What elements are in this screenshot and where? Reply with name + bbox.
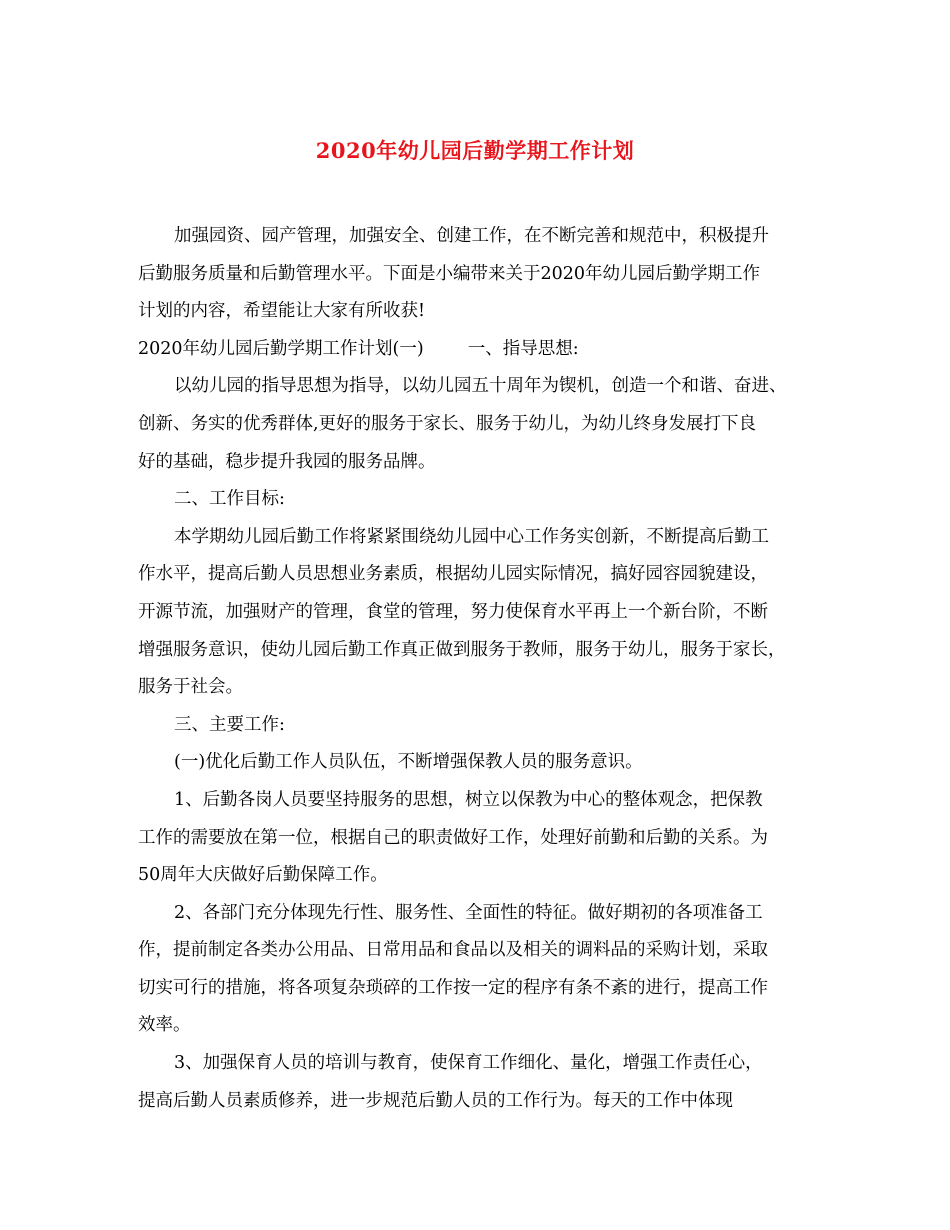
paragraph-line: 3、加强保育人员的培训与教育，使保育工作细化、量化，增强工作责任心， [174,1053,763,1074]
paragraph-line: 开源节流，加强财产的管理，食堂的管理，努力使保育水平再上一个新台阶，不断 [138,601,768,622]
section-heading: 一、指导思想: [467,338,579,359]
paragraph-line: 作水平，提高后勤人员思想业务素质，根据幼儿园实际情况，搞好园容园貌建设， [138,564,768,585]
plan-subtitle: 2020年幼儿园后勤学期工作计划(一) [138,338,424,359]
section-heading-line [138,331,828,369]
paragraph-line: 提高后勤人员素质修养，进一步规范后勤人员的工作行为。每天的工作中体现 [138,1090,733,1111]
paragraph-line: 好的基础，稳步提升我园的服务品牌。 [138,451,436,472]
paragraph-line: 作，提前制定各类办公用品、日常用品和食品以及相关的调料品的采购计划，采取 [138,940,768,961]
paragraph-line: 2、各部门充分体现先行性、服务性、全面性的特征。做好期初的各项准备工 [174,902,763,923]
document-title: 2020年幼儿园后勤学期工作计划 [315,138,635,163]
paragraph-line: 以幼儿园的指导思想为指导，以幼儿园五十周年为锲机，创造一个和谐、奋进、 [174,376,787,397]
paragraph-line: 1、后勤各岗人员要坚持服务的思想，树立以保教为中心的整体观念，把保教 [174,789,763,810]
sub-heading: (一)优化后勤工作人员队伍，不断增强保教人员的服务意识。 [174,752,643,773]
document-body [138,218,828,1120]
paragraph-line: 切实可行的措施，将各项复杂琐碎的工作按一定的程序有条不紊的进行，提高工作 [138,977,768,998]
paragraph-line: 创新、务实的优秀群体,更好的服务于家长、服务于幼儿，为幼儿终身发展打下良 [138,413,757,434]
paragraph-line: 本学期幼儿园后勤工作将紧紧围绕幼儿园中心工作务实创新，不断提高后勤工 [174,526,769,547]
paragraph-line: 工作的需要放在第一位，根据自己的职责做好工作，处理好前勤和后勤的关系。为 [138,827,768,848]
paragraph-line: 增强服务意识，使幼儿园后勤工作真正做到服务于教师，服务于幼儿，服务于家长， [138,639,786,660]
paragraph-line: 效率。 [138,1015,191,1036]
section-heading: 三、主要工作: [174,714,285,735]
paragraph-line: 服务于社会。 [138,677,243,698]
paragraph-line: 计划的内容，希望能让大家有所收获! [138,301,426,322]
paragraph-line: 加强园资、园产管理，加强安全、创建工作，在不断完善和规范中，积极提升 [174,226,769,246]
section-heading: 二、工作目标: [174,489,285,510]
paragraph-line: 50周年大庆做好后勤保障工作。 [138,865,388,886]
paragraph-line: 后勤服务质量和后勤管理水平。下面是小编带来关于2020年幼儿园后勤学期工作 [138,263,761,284]
